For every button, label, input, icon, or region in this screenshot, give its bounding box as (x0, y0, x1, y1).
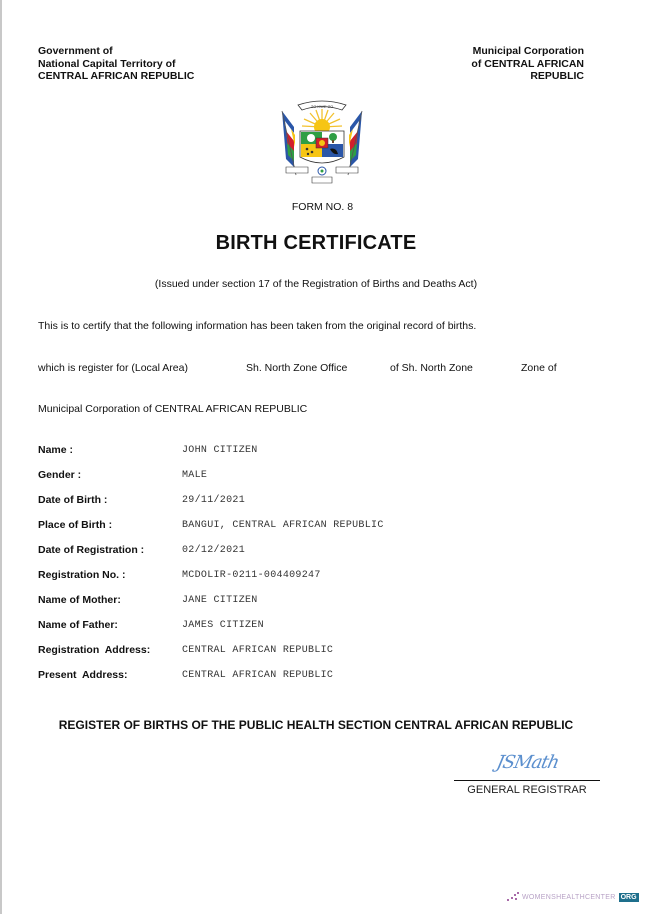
subtitle: (Issued under section 17 of the Registration of Births and Deaths Act) (154, 278, 478, 290)
field-label: Date of Registration : (38, 544, 145, 556)
field-label: Date of Birth : (38, 494, 108, 506)
field-value: BANGUI, CENTRAL AFRICAN REPUBLIC (182, 520, 384, 531)
field-label: Name : (38, 444, 74, 456)
header-left-line: National Capital Territory of (38, 57, 176, 70)
form-number: FORM NO. 8 (291, 201, 354, 213)
signature-line (454, 780, 600, 781)
field-value: JAMES CITIZEN (182, 620, 264, 631)
field-value: MCDOLIR-0211-004409247 (182, 570, 321, 581)
register-heading: REGISTER OF BIRTHS OF THE PUBLIC HEALTH SECTION CENTRAL AFRICAN REPUBLIC (58, 718, 574, 732)
signature-block (454, 752, 600, 796)
field-value: JANE CITIZEN (182, 595, 258, 606)
field-value: JOHN CITIZEN (182, 445, 258, 456)
field-value: MALE (182, 470, 208, 481)
header-right-line: Municipal Corporation (472, 45, 584, 57)
field-value: 02/12/2021 (182, 545, 246, 556)
header-left-line: Government of (38, 45, 113, 57)
signature-label: GENERAL REGISTRAR (467, 784, 587, 796)
field-label: Registration No. : (38, 569, 126, 581)
header-right-line: REPUBLIC (530, 70, 584, 82)
local-area-zone: of Sh. North Zone (390, 362, 473, 374)
header-government (38, 45, 194, 83)
local-area-office: Sh. North Zone Office (246, 362, 348, 374)
coat-of-arms-icon (276, 97, 368, 187)
page-title: BIRTH CERTIFICATE (215, 232, 417, 254)
field-label: Gender : (38, 469, 82, 481)
dots-logo-icon (507, 892, 519, 902)
field-value: 29/11/2021 (182, 495, 246, 506)
field-label: Place of Birth : (38, 519, 113, 531)
header-right-line: of CENTRAL AFRICAN (471, 57, 584, 70)
watermark-badge: ORG (620, 893, 637, 901)
certify-statement: This is to certify that the following information has been taken from the original record of births. (38, 320, 477, 332)
watermark-text: WOMENSHEALTHCENTER (522, 893, 616, 901)
signature-icon: JSMath (494, 752, 561, 773)
watermark (507, 892, 639, 902)
header-municipal (471, 45, 584, 83)
field-value: CENTRAL AFRICAN REPUBLIC (182, 645, 334, 656)
corporation-line: Municipal Corporation of CENTRAL AFRICAN REPUBLIC (38, 403, 308, 415)
header-left-line: CENTRAL AFRICAN REPUBLIC (38, 70, 195, 82)
local-area-suffix: Zone of (521, 362, 557, 374)
field-label: Registration Address: (38, 644, 151, 656)
field-label: Present Address: (38, 669, 128, 681)
field-label: Name of Father: (38, 619, 118, 631)
field-value: CENTRAL AFRICAN REPUBLIC (182, 670, 334, 681)
svg-text:ZO KWE ZO: ZO KWE ZO (310, 104, 334, 109)
local-area-prefix: which is register for (Local Area) (38, 362, 188, 374)
page-left-border (0, 0, 2, 914)
field-label: Name of Mother: (38, 594, 121, 606)
